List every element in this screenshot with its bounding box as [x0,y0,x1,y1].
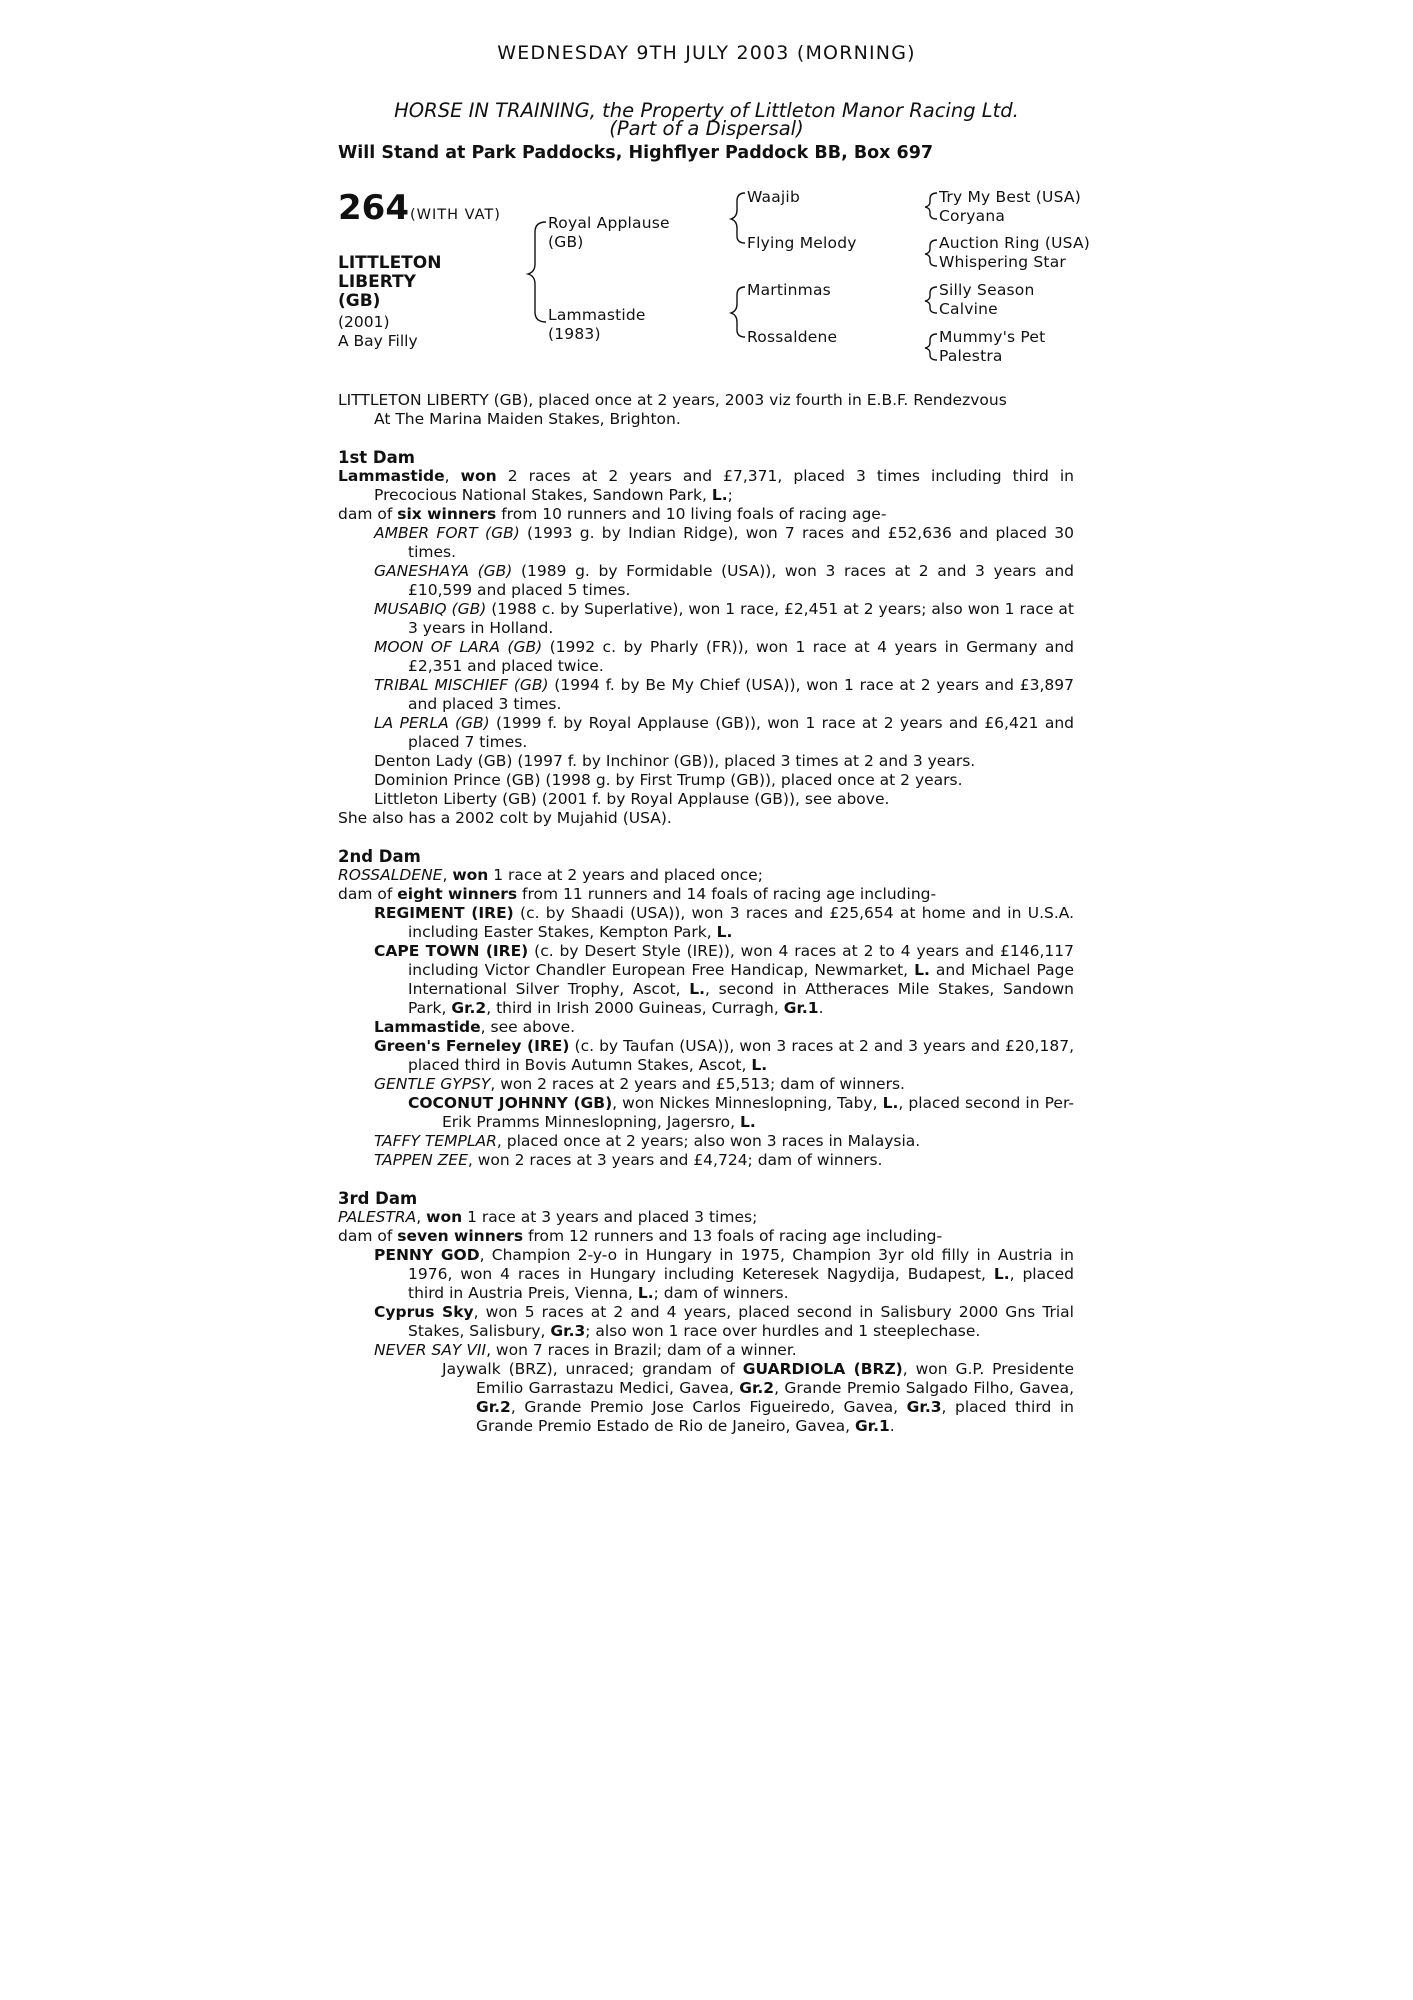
group-tag: Gr.2 [451,999,487,1017]
pedigree-sire-country: (GB) [548,233,584,251]
progeny-entry [338,1132,1074,1151]
progeny-entry: Denton Lady (GB) (1997 f. by Inchinor (GB)), placed 3 times at 2 and 3 years. [374,752,976,770]
progeny-record: , placed once at 2 years; also won 3 races in Malaysia. [496,1132,921,1150]
progeny-record: , won 5 races at 2 and 4 years, placed second in Salisbury 2000 Gns [473,1303,1036,1321]
progeny-record: , won 2 races at 2 years and £5,513; dam of winners. [490,1075,905,1093]
pedigree-bracket [731,287,745,337]
dam-of-text: from 12 runners and 13 foals of racing age including- [528,1227,943,1245]
progeny-record: U.S.A. including Easter Stakes, Kempton Park, [408,904,1075,941]
pedigree-g3-name: Mummy's Pet [939,328,1046,346]
pedigree-bracket [925,334,937,360]
progeny-record: (1999 f. by Royal Applause (GB)), won 1 race at 2 years and [496,714,979,732]
progeny-record: (1992 c. by Pharly (FR)), won 1 race at 4 years in Germany [549,638,1038,656]
dam-of-text: from 11 runners and 14 foals of racing age including- [522,885,937,903]
progeny-record: second in Per-Erik Pramms Minneslopning, Jagersro, [442,1094,1074,1131]
won-label: won [460,467,497,485]
dam-of-text: dam of [338,885,393,903]
progeny-record: , Grande Premio Jose Carlos Figueiredo, Gavea, [510,1398,899,1416]
pedigree-g3-name: Try My Best (USA) [939,188,1081,206]
dam-of-text: dam of [338,1227,393,1245]
consignment-title: HORSE IN TRAINING, the Property of Littleton Manor Racing Ltd. [394,99,1019,122]
group-tag: Gr.2 [476,1398,511,1416]
progeny-record: , won 7 races in Brazil; dam of a winner. [486,1341,797,1359]
progeny-record: , placed third in Austria Preis, Vienna, [408,1265,1074,1302]
progeny-record: , placed [941,1398,1007,1416]
pedigree-dam-name: Lammastide [548,306,646,324]
progeny-record: , won 2 races at 3 years and £4,724; dam of winners. [467,1151,883,1169]
progeny-entry [338,524,1074,562]
progeny-record: , won Nickes Minneslopning, Taby, [612,1094,878,1112]
progeny-record: £6,421 and placed 7 times. [408,714,1074,751]
progeny-name: LA PERLA (GB) [374,714,490,732]
progeny-record: Jaywalk (BRZ), unraced; grandam of [442,1360,735,1378]
progeny-record: , second in Attheraces [705,980,890,998]
second-dam-intro: ROSSALDENE, won 1 race at 2 years and placed once; [338,866,763,884]
grandprogeny-entry [338,1094,1074,1132]
progeny-record: third in Grande Premio Estado de Rio de Janeiro, Gavea, [476,1398,1074,1435]
listed-tag: L. [689,980,705,998]
dam-of-line [338,505,1074,524]
group-tag: Gr.1 [783,999,819,1017]
race-record: 1 race at 3 years and placed 3 times; [467,1208,758,1226]
progeny-name: MUSABIQ (GB) [374,600,487,618]
dam-name: PALESTRA [338,1208,417,1226]
progeny-entry [338,1303,1074,1341]
first-dam-intro: Lammastide, won 2 races at 2 years and £7,371, placed 3 times including third in Precocious National Stakes, Sandown Park, L.; [338,467,1074,504]
progeny-entry [338,1151,1074,1170]
progeny-name: TAFFY TEMPLAR [374,1132,497,1150]
grandprogeny-entry: Jaywalk (BRZ), unraced; grandam of GUARDIOLA (BRZ), won G.P. Presidente Emilio Garrastazu Medici, Gavea, Gr.2, Grande Premio Salgado Filho, Gavea, Gr.2, Grande Premio Jose Carlos Figueiredo, Gavea, Gr.3, placed third in Grande Premio Estado de Rio de Janeiro, Gavea, Gr.1. [442,1360,1075,1435]
progeny-name: TRIBAL MISCHIEF (GB) [374,676,549,694]
progeny-entry [338,676,1074,714]
progeny-entry [338,1018,1074,1037]
progeny-record: Budapest, [907,1265,986,1283]
won-label: won [426,1208,463,1226]
group-tag: Gr.3 [906,1398,942,1416]
pedigree-g3-name: Coryana [939,207,1006,225]
progeny-name: Green's Ferneley (IRE) [374,1037,570,1055]
pedigree-sire-sire: Waajib [747,188,800,206]
progeny-record: (c. by Desert Style (IRE)), won 4 races at 2 to 4 years and [534,942,995,960]
progeny-record: (c. by Shaadi (USA)), won 3 races and £25,654 at home and in [520,904,1022,922]
progeny-record: ; dam of winners. [653,1284,789,1302]
progeny-entry [338,1075,1074,1094]
pedigree-sire-dam: Flying Melody [747,234,857,252]
progeny-record: 30 times. [408,524,1075,561]
first-dam-heading: 1st Dam [338,448,415,467]
progeny-record: (c. by Taufan (USA)), won 3 races at 2 and 3 years and [574,1037,1000,1055]
progeny-record: (1988 c. by Superlative), won 1 race, £2,451 at 2 years; also won [491,600,1000,618]
listed-tag: L. [882,1094,899,1112]
sale-date: WEDNESDAY 9TH JULY 2003 (MORNING) [497,42,916,64]
group-tag: Gr.3 [550,1322,586,1340]
progeny-record: Mile Stakes, Sandown Park, [408,980,1074,1017]
horse-name-line: LITTLETON [338,253,442,273]
progeny-name: REGIMENT (IRE) [374,904,514,922]
progeny-record: and Michael Page International Silver Trophy, Ascot, [408,961,1074,998]
progeny-entry [338,562,1074,600]
progeny-entry [338,1246,1074,1303]
pedigree-g3-name: Silly Season [939,281,1035,299]
pedigree-sire-name: Royal Applause [548,214,670,232]
progeny-name: COCONUT JOHNNY (GB) [408,1094,613,1112]
pedigree-dam-sire: Martinmas [747,281,831,299]
horse-description: A Bay Filly [338,332,418,350]
progeny-name: CAPE TOWN (IRE) [374,942,529,960]
progeny-record: and £2,351 and placed twice. [408,638,1075,675]
race-record: 1 race at 2 years and placed once; [493,866,763,884]
progeny-entry: Littleton Liberty (GB) (2001 f. by Royal Applause (GB)), see above. [374,790,890,808]
listed-tag: L. [914,961,930,979]
horse-year: (2001) [338,313,390,331]
horse-summary [338,391,1074,429]
vat-note: (WITH VAT) [410,207,501,223]
listed-tag: L. [751,1056,768,1074]
progeny-record: Trial Stakes, Salisbury, [408,1303,1074,1340]
dam-of-text: from 10 runners and 10 living foals of racing age- [501,505,887,523]
progeny-record: , Champion 2-y-o in Hungary in 1975, Champion 3yr old filly in [479,1246,991,1264]
dam-of-line [338,885,1074,904]
horse-name-line: (GB) [338,291,381,311]
horse-name-line: LIBERTY [338,272,416,292]
pedigree-bracket [925,240,937,266]
pedigree-g3-group [939,188,1081,226]
third-dam-heading: 3rd Dam [338,1189,418,1208]
winners-count: six winners [397,505,497,523]
progeny-name: PENNY GOD [374,1246,480,1264]
progeny-record: £20,187, placed third in Bovis Autumn Stakes, Ascot, [408,1037,1074,1074]
progeny-record: £3,897 and placed 3 times. [408,676,1074,713]
progeny-entry [338,600,1074,638]
pedigree-dam-year: (1983) [548,325,601,343]
summary-line: At The Marina Maiden Stakes, Brighton. [374,410,681,428]
pedigree-bracket [925,287,937,313]
progeny-entry: Dominion Prince (GB) (1998 g. by First Trump (GB)), placed once at 2 years. [374,771,963,789]
progeny-entry [338,638,1074,676]
progeny-entry: CAPE TOWN (IRE) (c. by Desert Style (IRE)), won 4 races at 2 to 4 years and £146,117 including Victor Chandler European Free Handicap, Newmarket, L. and Michael Page International Silver Trophy, Ascot, L., second in Attheraces Mile Stakes, Sandown Park, Gr.2, third in Irish 2000 Guineas, Curragh, Gr.1. [374,942,1074,1017]
pedigree-dam [548,306,646,344]
lot-number: 264 [338,188,409,228]
progeny-record: , Grande Premio Salgado Filho, [774,1379,1014,1397]
progeny-record: (1989 g. by Formidable (USA)), won 3 races at 2 and 3 years [520,562,1037,580]
progeny-record: , third in Irish 2000 Guineas, Curragh, [486,999,779,1017]
progeny-name: AMBER FORT (GB) [374,524,520,542]
also-note: She also has a 2002 colt by Mujahid (USA). [338,809,672,827]
progeny-name: Cyprus Sky [374,1303,474,1321]
progeny-record: £146,117 including Victor Chandler European Free Handicap, Newmarket, [408,942,1074,979]
progeny-record: 1 race at 3 years in Holland. [408,600,1074,637]
pedigree-g3-name: Calvine [939,300,998,318]
second-dam-heading: 2nd Dam [338,847,421,866]
progeny-record: Austria in 1976, won 4 races in Hungary including Keteresek Nagydija, [408,1246,1074,1283]
progeny-name: GUARDIOLA (BRZ) [742,1360,903,1378]
progeny-record: (1994 f. by Be My Chief (USA)), won 1 race at 2 years and [554,676,1014,694]
race-record: Precocious National Stakes, Sandown Park, [374,486,707,504]
progeny-record: , see above. [480,1018,576,1036]
winners-count: eight winners [397,885,518,903]
pedigree-bracket [731,193,745,243]
progeny-entry [338,1037,1074,1075]
third-dam-intro: PALESTRA, won 1 race at 3 years and placed 3 times; [338,1208,758,1226]
listed-tag: L. [740,1113,756,1131]
pedigree-g3-group [939,281,1035,319]
pedigree-g3-group [939,328,1045,366]
pedigree-sire [548,214,670,252]
progeny-record: , won G.P. Presidente [902,1360,1075,1378]
catalogue-body [338,391,1074,1436]
group-tag: Gr.2 [739,1379,775,1397]
progeny-name: GENTLE GYPSY [374,1075,491,1093]
progeny-name: MOON OF LARA (GB) [374,638,543,656]
listed-tag: L. [993,1265,1010,1283]
summary-line: LITTLETON LIBERTY (GB), placed once at 2 years, 2003 viz fourth in E.B.F. Rendezvous [338,391,1007,409]
progeny-record: Gavea, [1019,1379,1075,1397]
progeny-entry [338,714,1074,752]
progeny-entry [338,904,1074,942]
pedigree-g3-name: Palestra [939,347,1003,365]
stand-location: Will Stand at Park Paddocks, Highflyer Paddock BB, Box 697 [338,143,934,163]
horse-name [338,254,468,311]
progeny-record: ; also won 1 race over hurdles and 1 steeplechase. [585,1322,981,1340]
race-record: 2 races at 2 years and £7,371, placed 3 times including third in [507,467,1074,485]
dam-name: Lammastide [338,467,445,485]
dam-name: ROSSALDENE [338,866,443,884]
listed-tag: L. [637,1284,654,1302]
progeny-name: TAPPEN ZEE [374,1151,468,1169]
won-label: won [452,866,489,884]
pedigree-g3-name: Whispering Star [939,253,1066,271]
listed-tag: L. [716,923,733,941]
listed-tag: L. [711,486,728,504]
progeny-record: , placed [898,1094,960,1112]
progeny-record: (1993 g. by Indian Ridge), won 7 races and £52,636 and placed [527,524,1048,542]
pedigree-dam-dam: Rossaldene [747,328,838,346]
dam-of-text: dam of [338,505,393,523]
pedigree-bracket [528,222,546,322]
pedigree-g3-name: Auction Ring (USA) [939,234,1091,252]
winners-count: seven winners [397,1227,524,1245]
progeny-entry [338,1341,1074,1360]
progeny-name: Lammastide [374,1018,481,1036]
progeny-record: and £10,599 and placed 5 times. [408,562,1074,599]
group-tag: Gr.1 [854,1417,890,1435]
pedigree-g3-group [939,234,1090,272]
progeny-record: Emilio Garrastazu Medici, Gavea, [476,1379,734,1397]
dam-of-line [338,1227,1074,1246]
progeny-name: NEVER SAY VII [374,1341,487,1359]
pedigree-bracket [925,193,937,219]
consignment-subtitle: (Part of a Dispersal) [609,117,804,140]
progeny-name: GANESHAYA (GB) [374,562,513,580]
